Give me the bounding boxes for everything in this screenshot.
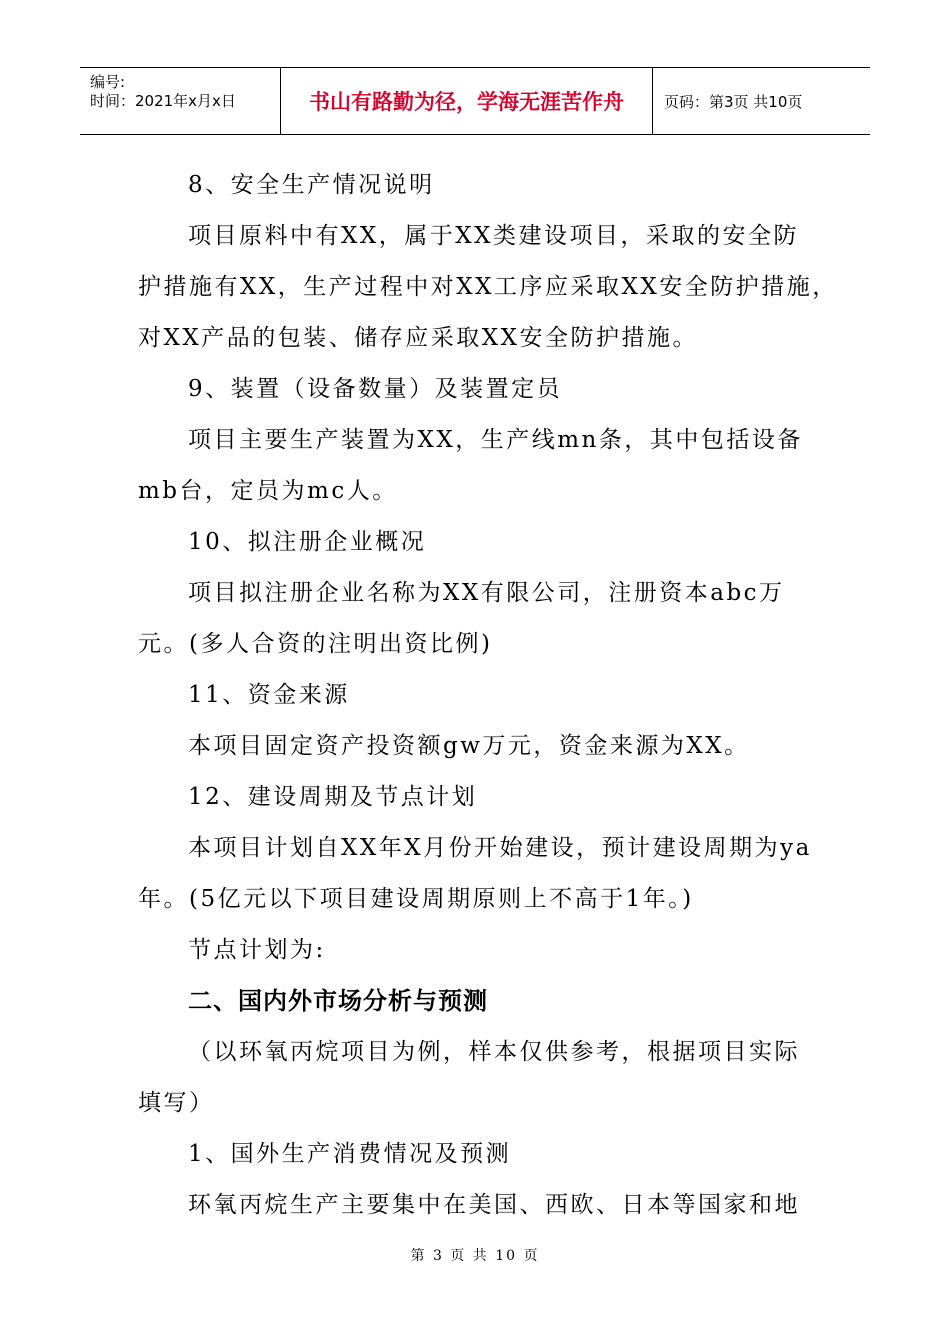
paragraph-line: 填写） — [138, 1090, 215, 1116]
paragraph-line: 本项目计划自XX年X月份开始建设，预计建设周期为ya — [188, 835, 812, 861]
section-heading: 8、安全生产情况说明 — [188, 172, 435, 198]
paragraph-line: 护措施有XX，生产过程中对XX工序应采取XX安全防护措施， — [138, 274, 838, 300]
section-heading: 10、拟注册企业概况 — [188, 529, 427, 555]
paragraph-line: 本项目固定资产投资额gw万元，资金来源为XX。 — [188, 733, 750, 759]
paragraph-line: 项目拟注册企业名称为XX有限公司，注册资本abc万 — [188, 580, 785, 606]
document-time: 时间：2021年x月x日 — [90, 92, 236, 110]
paragraph-line: 项目主要生产装置为XX，生产线mn条，其中包括设备 — [188, 427, 803, 453]
section-heading: 1、国外生产消费情况及预测 — [188, 1141, 512, 1167]
section-heading: 9、装置（设备数量）及装置定员 — [188, 376, 563, 402]
header-meta — [80, 68, 281, 134]
header-page-info: 页码：第3页 共10页 — [664, 92, 803, 111]
section-heading: 12、建设周期及节点计划 — [188, 784, 478, 810]
paragraph-line: 元。(多人合资的注明出资比例) — [138, 631, 493, 657]
document-number-label: 编号: — [90, 73, 126, 91]
paragraph-line: 对XX产品的包装、储存应采取XX安全防护措施。 — [138, 325, 698, 351]
chapter-heading: 二、国内外市场分析与预测 — [188, 987, 488, 1015]
page-footer: 第 3 页 共 10 页 — [410, 1248, 540, 1264]
paragraph-line: 节点计划为: — [188, 937, 326, 963]
paragraph-line: 年。(5亿元以下项目建设周期原则上不高于1年。) — [138, 886, 694, 912]
page-header — [80, 67, 870, 135]
header-motto: 书山有路勤为径，学海无涯苦作舟 — [281, 68, 653, 134]
paragraph-line: 项目原料中有XX，属于XX类建设项目，采取的安全防 — [188, 223, 799, 249]
document-body — [138, 160, 838, 1231]
section-heading: 11、资金来源 — [188, 682, 350, 708]
paragraph-line: mb台，定员为mc人。 — [138, 478, 398, 504]
paragraph-line: （以环氧丙烷项目为例，样本仅供参考，根据项目实际 — [188, 1039, 800, 1065]
paragraph-line: 环氧丙烷生产主要集中在美国、西欧、日本等国家和地 — [188, 1192, 800, 1218]
